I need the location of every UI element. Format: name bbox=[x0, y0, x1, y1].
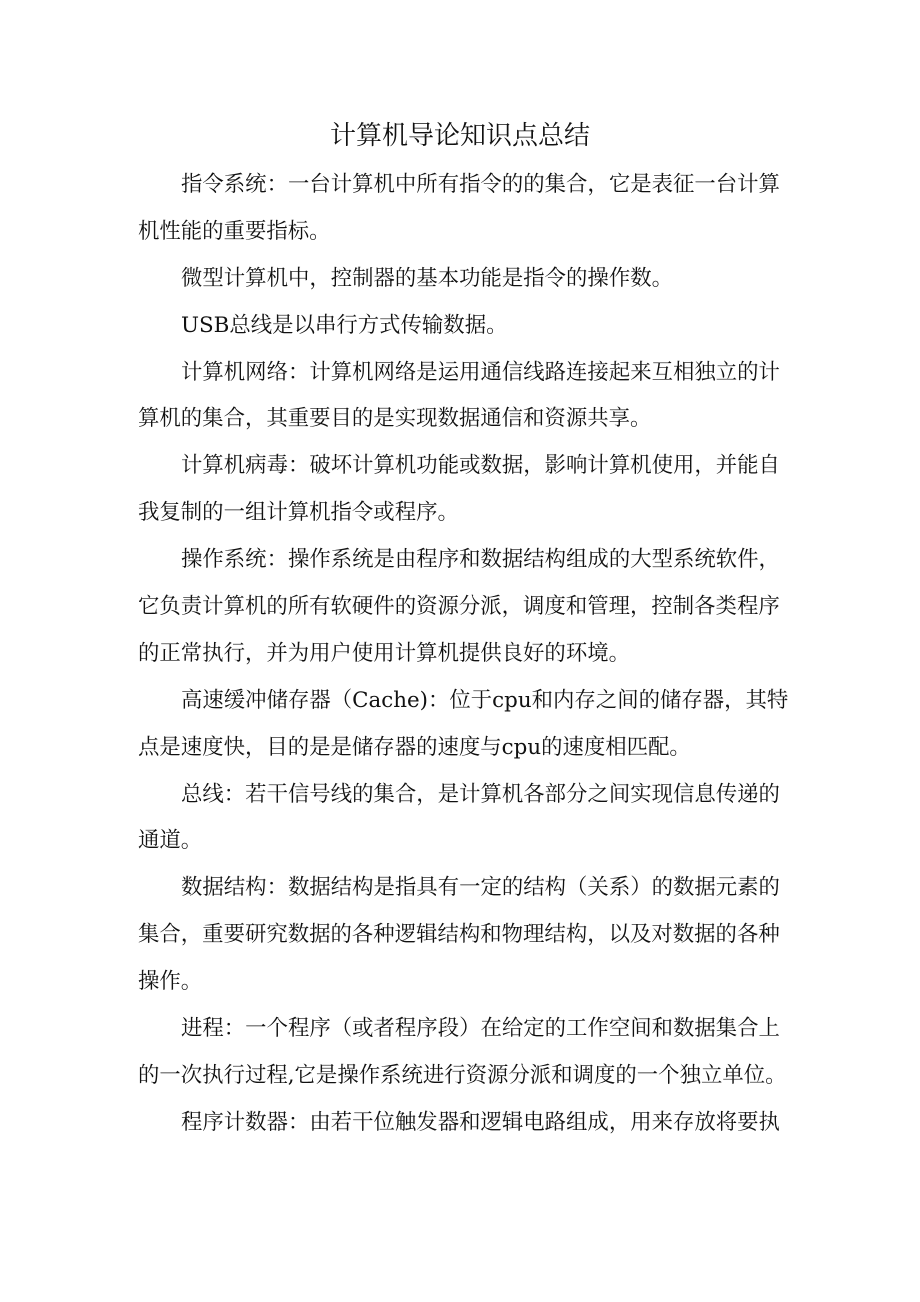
paragraph-line: 集合，重要研究数据的各种逻辑结构和物理结构，以及对数据的各种 bbox=[138, 922, 780, 948]
paragraph bbox=[138, 162, 798, 256]
paragraph-line: 微型计算机中，控制器的基本功能是指令的操作数。 bbox=[181, 265, 673, 291]
paragraph bbox=[138, 772, 798, 866]
paragraph-line: 算机的集合，其重要目的是实现数据通信和资源共享。 bbox=[138, 406, 652, 432]
paragraph-line: 操作。 bbox=[138, 969, 203, 995]
paragraph-line: 它负责计算机的所有软硬件的资源分派，调度和管理，控制各类程序 bbox=[138, 594, 780, 620]
paragraph-line: 指令系统：一台计算机中所有指令的的集合，它是表征一台计算 bbox=[181, 172, 780, 197]
paragraph bbox=[138, 443, 798, 537]
paragraph-line: 我复制的一组计算机指令或程序。 bbox=[138, 500, 459, 526]
paragraph-line: 程序计数器：由若干位触发器和逻辑电路组成，用来存放将要执 bbox=[181, 1109, 780, 1135]
paragraph-line: 总线：若干信号线的集合，是计算机各部分之间实现信息传递的 bbox=[181, 781, 780, 807]
paragraph bbox=[138, 678, 798, 772]
document-title: 计算机导论知识点总结 bbox=[329, 121, 590, 151]
paragraph bbox=[138, 350, 798, 444]
paragraph-line: 操作系统：操作系统是由程序和数据结构组成的大型系统软件， bbox=[181, 547, 780, 573]
paragraph-line: 计算机病毒：破坏计算机功能或数据，影响计算机使用，并能自 bbox=[181, 453, 780, 479]
paragraph-line: 机性能的重要指标。 bbox=[138, 218, 331, 244]
paragraph-line: 进程：一个程序（或者程序段）在给定的工作空间和数据集合上 bbox=[181, 1016, 780, 1042]
paragraph bbox=[138, 1006, 798, 1100]
paragraph-line: 点是速度快，目的是是储存器的速度与cpu的速度相匹配。 bbox=[138, 734, 691, 760]
paragraph bbox=[138, 537, 798, 678]
paragraph-line: 数据结构：数据结构是指具有一定的结构（关系）的数据元素的 bbox=[181, 875, 780, 901]
paragraph bbox=[138, 865, 798, 1006]
paragraph-line: 高速缓冲储存器（Cache)：位于cpu和内存之间的储存器，其特 bbox=[181, 687, 789, 713]
paragraph-line: 计算机网络：计算机网络是运用通信线路连接起来互相独立的计 bbox=[181, 359, 780, 385]
paragraph bbox=[138, 1100, 798, 1147]
paragraph bbox=[138, 256, 798, 303]
paragraph-line: 的正常执行，并为用户使用计算机提供良好的环境。 bbox=[138, 640, 630, 666]
paragraph-line: 的一次执行过程,它是操作系统进行资源分派和调度的一个独立单位。 bbox=[138, 1062, 787, 1088]
paragraph-line: USB总线是以串行方式传输数据。 bbox=[181, 312, 508, 338]
paragraph-line: 通道。 bbox=[138, 828, 203, 854]
paragraph bbox=[138, 303, 798, 350]
document-body bbox=[138, 162, 798, 1147]
